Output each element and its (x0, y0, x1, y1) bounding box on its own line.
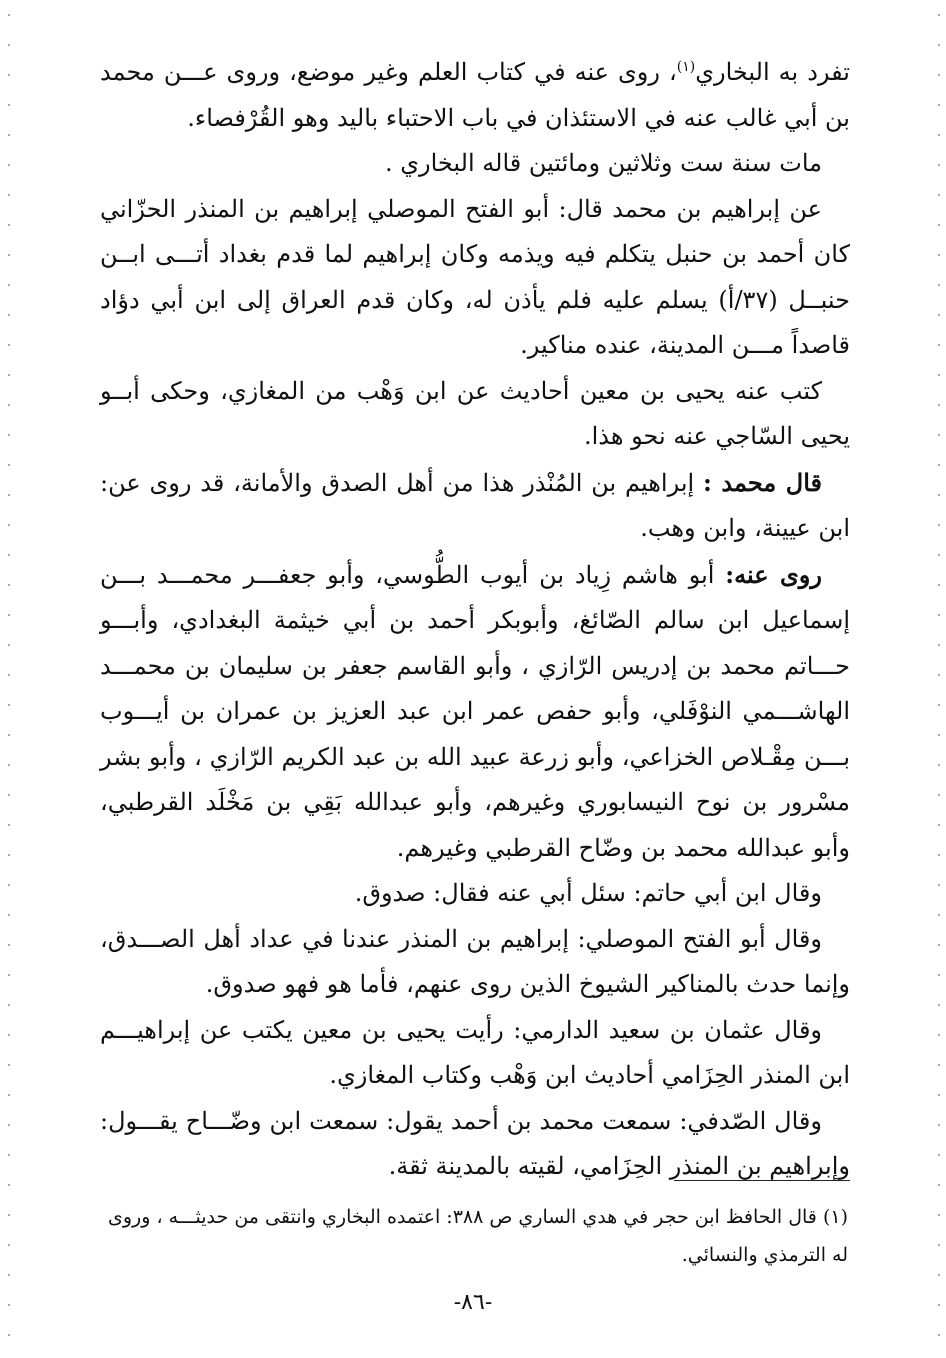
paragraph-5: قال محمد : إبراهيم بن المُنْذر هذا من أهل الصدق والأمانة، قد روى عن: ابن عيينة، وابن وهب. (100, 467, 850, 542)
paragraph-10: وقال الصّدفي: سمعت محمد بن أحمد يقول: سمعت ابن وضّـــاح يقـــول: وإبراهيم بن المنذر الحِزَامي، لقيته بالمدينة ثقة. (100, 1106, 850, 1180)
paragraph-1: تفرد به البخاري$^{(١)}$، روى عنه في كتاب العلم وغير موضع، وروى عـــن محمد بن أبي غالب عنه في الاستئذان في باب الاحتباء باليد وهو القُرْفصاء. (100, 58, 850, 132)
footnote-ref: (١) (676, 59, 696, 75)
paragraph-6: روى عنه: أبو هاشم زِياد بن أيوب الطُّوسي، وأبو جعفـــر محمـــد بـــن إسماعيل ابن سالم الصّائغ، وأبوبكر أحمد بن أبي خيثمة البغدادي، وأبـــو حـــاتم محمد بن إدريس الرّازي ، وأبو القاسم جعفر بن سليمان بن محمـــد الهاشـــمي النوْفَلي، وأبو حفص عمر ابن عبد العزيز بن عمران بن أيـــوب بـــن مِقْـلاص الخزاعي، وأبو زرعة عبيد الله بن عبد الكريم الرّازي ، وأبو بشر مسْرور بن نوح النيسابوري وغيرهم، وأبو عبدالله بَقِي بن مَخْلَد القرطبي، وأبو عبدالله محمد بن وضّاح القرطبي وغيرهم. (100, 559, 850, 862)
paragraph-2: مات سنة ست وثلاثين ومائتين قاله البخاري . (384, 149, 822, 177)
paragraph-6-lead: روى عنه: (725, 559, 822, 589)
page-body (100, 50, 850, 1190)
paragraph-7: وقال ابن أبي حاتم: سئل أبي عنه فقال: صدوق. (354, 879, 822, 907)
margin-dots-left (8, 0, 10, 1358)
paragraph-9: وقال عثمان بن سعيد الدارمي: رأيت يحيى بن معين يكتب عن إبراهيـــم ابن المنذر الحِزَامي أحاديث ابن وَهْب وكتاب المغازي. (100, 1015, 850, 1089)
paragraph-5-lead: قال محمد : (703, 467, 822, 497)
page-number: -٨٦- (453, 1290, 493, 1315)
footnote: (١) قال الحافظ ابن حجر في هدي الساري ص ٣٨٨: اعتمده البخاري وانتقى من حديثـــه ، وروى له الترمذي والنسائي. (108, 1206, 848, 1266)
paragraph-8: وقال أبو الفتح الموصلي: إبراهيم بن المنذر عندنا في عداد أهل الصـــدق، وإنما حدث بالمناكير الشيوخ الذين روى عنهم، فأما هو فهو صدوق. (100, 924, 850, 998)
paragraph-4: كتب عنه يحيى بن معين أحاديث عن ابن وَهْب من المغازي، وحكى أبــو يحيى السّاجي عنه نحو هذا. (100, 376, 850, 450)
paragraph-3: عن إبراهيم بن محمد قال: أبو الفتح الموصلي إبراهيم بن المنذر الحزّاني كان أحمد بن حنبل يتكلم فيه ويذمه وكان إبراهيم لما قدم بغداد أتـــى ابــن حنبــل (٣٧/أ) يسلم عليه فلم يأذن له، وكان قدم العراق إلى ابن أبي دؤاد قاصداً مـــن المدينة، عنده مناكير. (100, 194, 850, 359)
footnote-separator (674, 1180, 850, 1181)
margin-dots-right (938, 0, 940, 1358)
